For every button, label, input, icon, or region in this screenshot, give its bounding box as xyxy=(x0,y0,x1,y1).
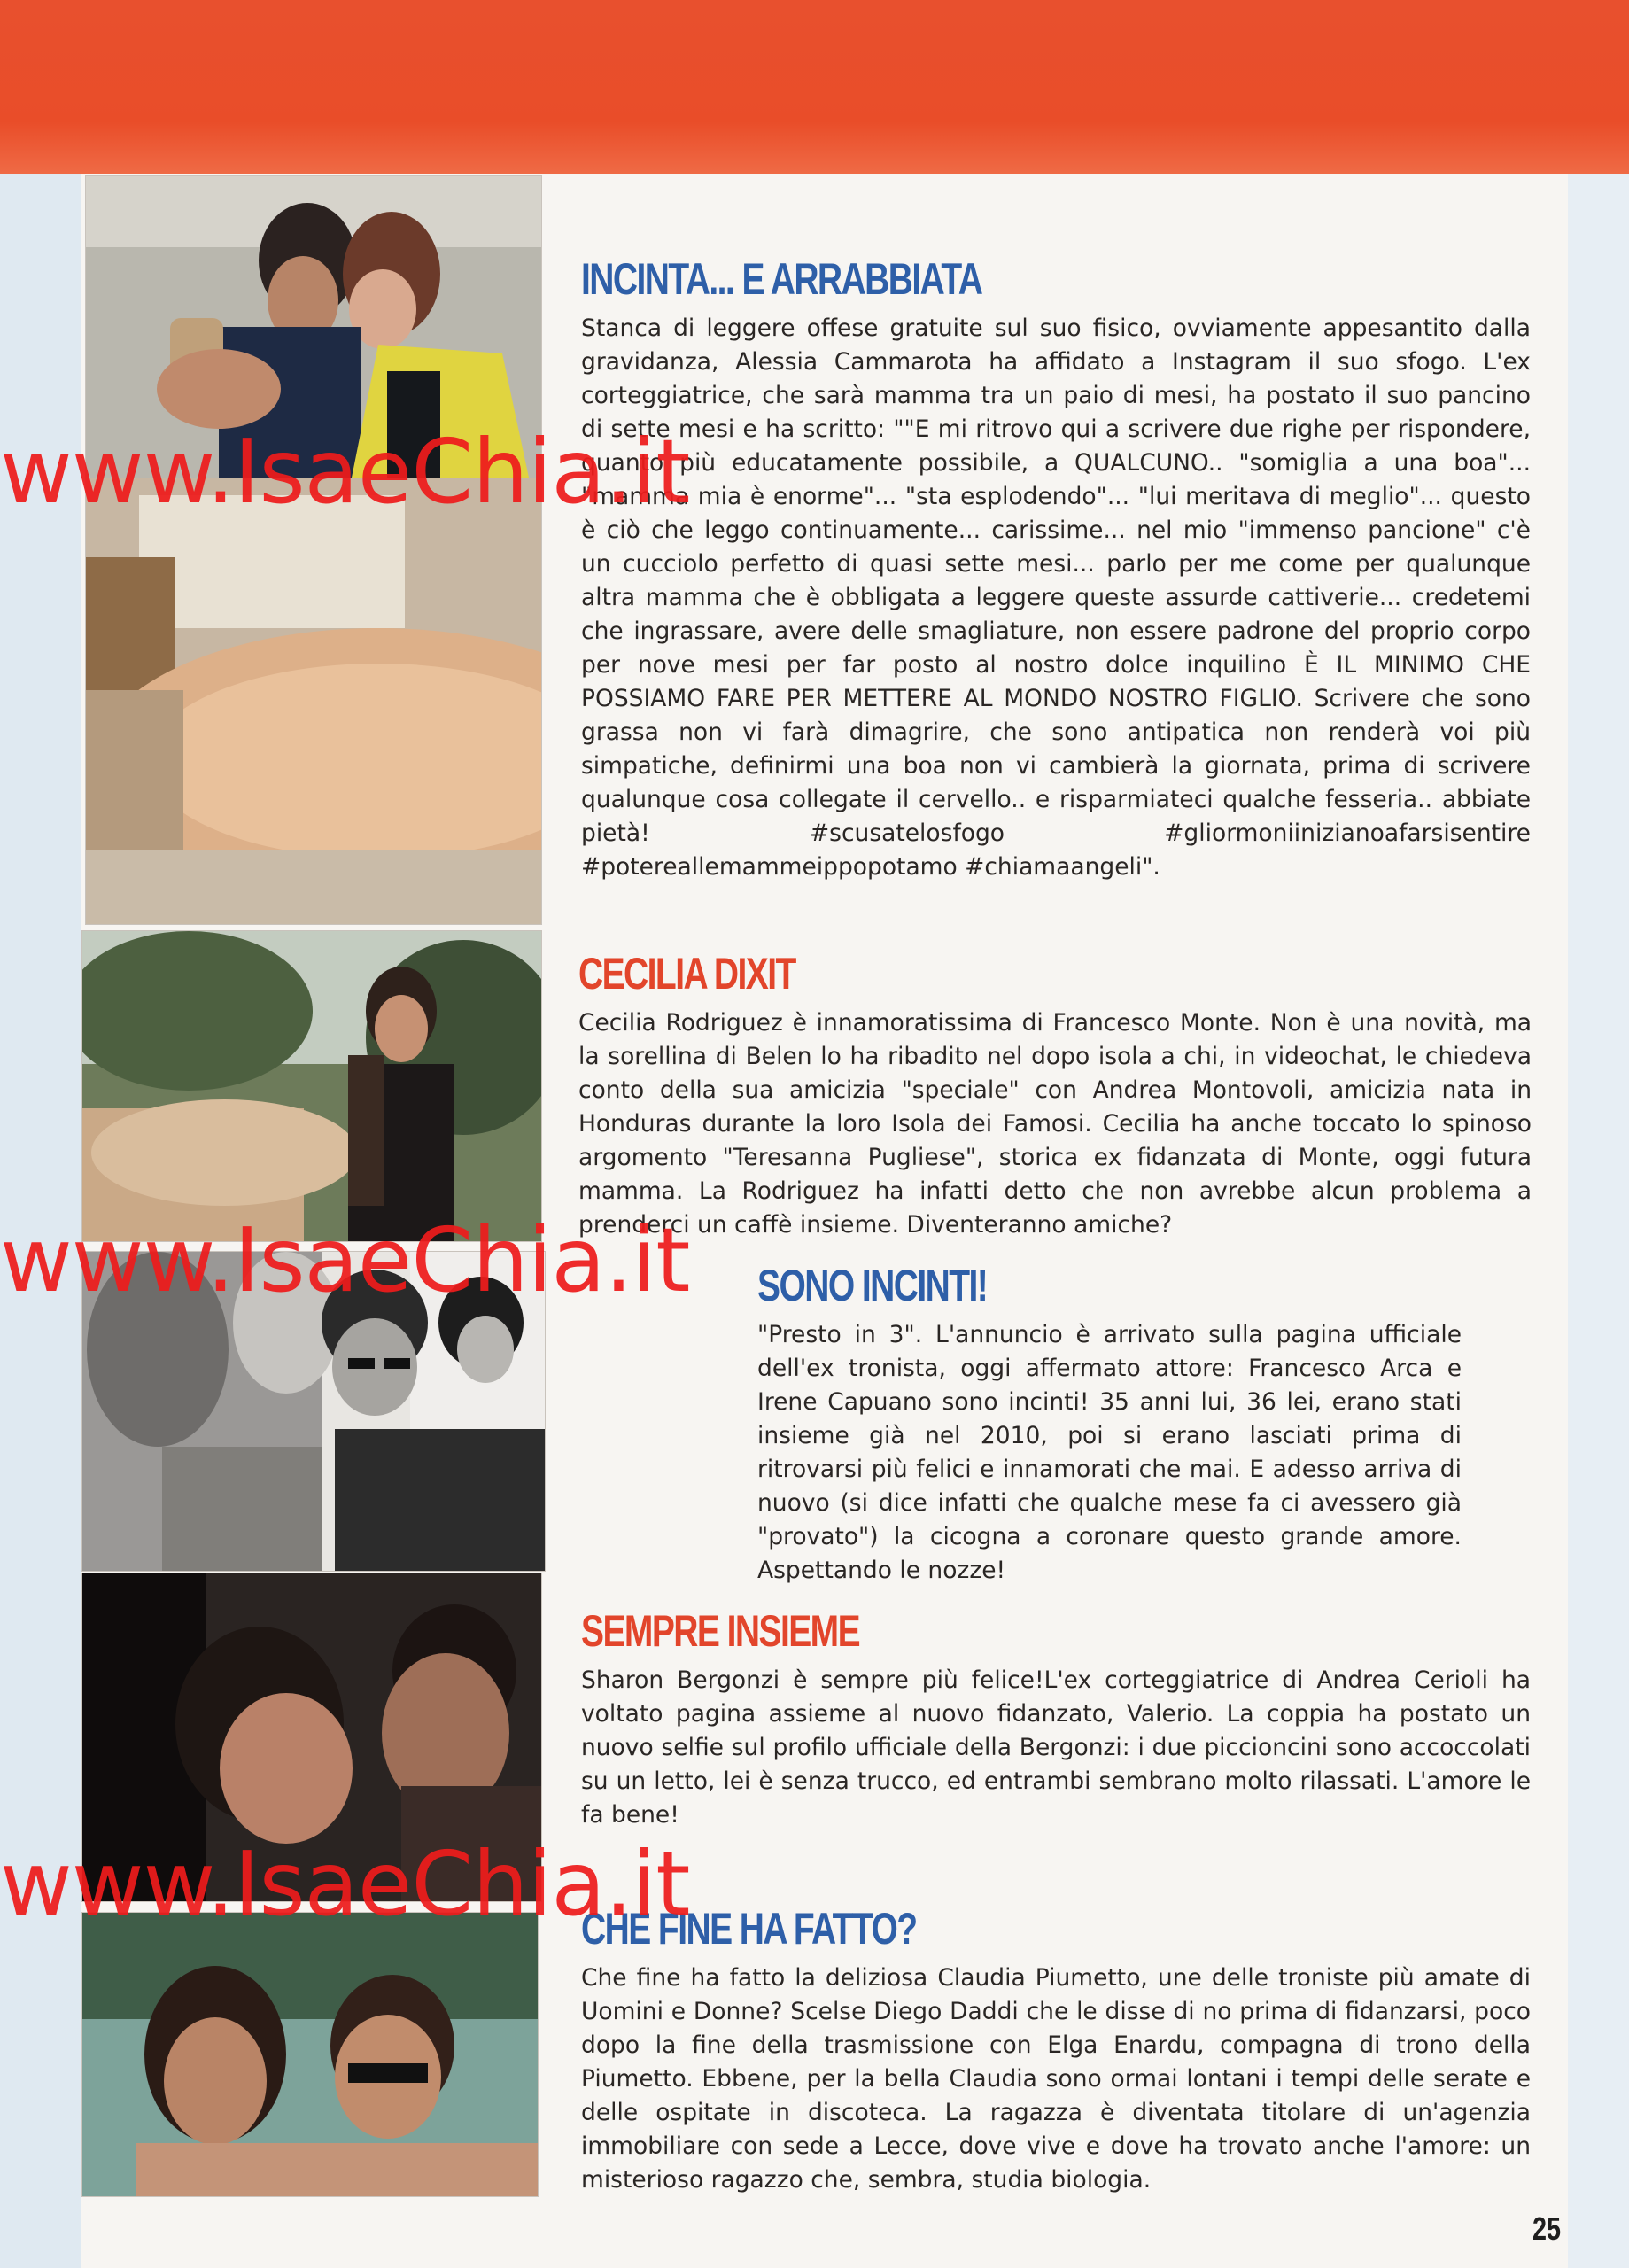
article-title: CHE FINE HA FATTO? xyxy=(581,1904,917,1953)
photo-cecilia xyxy=(81,930,542,1242)
photo-claudia-piumetto xyxy=(81,1912,539,2197)
article-title: INCINTA... E ARRABBIATA xyxy=(581,254,982,304)
article-title: SONO INCINTI! xyxy=(757,1261,988,1310)
right-margin-strip xyxy=(1568,174,1629,2268)
photo-alessia-couple-belly xyxy=(85,175,542,925)
article-body: Stanca di leggere offese gratuite sul suo fisico, ovviamente appesantito dalla gravidanza, Alessia Cammarota ha affidato a Instagram il suo sfogo. L'ex corteggiatrice, che sarà mamma tra un paio di mesi, ha postato il suo pancino di sette mesi e ha scritto: ""E mi ritrovo qui a scrivere due righe per rispondere, quanto più educatamente possibile, a QUALCUNO.. "somiglia a una boa"... "mamma mia è enorme"... "sta esplodendo"... "lui meritava di meglio"... questo è ciò che leggo continuamente... carissime... nel mio "immenso pancione" c'è un cucciolo perfetto di quasi sette mesi... parlo per me come per qualunque altra mamma che è obbligata a leggere queste assurde cattiverie... credetemi che ingrassare, avere delle smagliature, non essere padrone del proprio corpo per nove mesi per far posto al nostro dolce inquilino È IL MINIMO CHE POSSIAMO FARE PER METTERE AL MONDO NOSTRO FIGLIO. Scrivere che sono grassa non vi farà dimagrire, che sono antipatica non renderà voi più simpatiche, definirmi una boa non vi cambierà la giornata, prima di scrivere qualunque cosa collegate il cervello.. e risparmiateci qualche fesseria.. abbiate pietà! #scusatelosfogo #gliormoniinizianoafarsisentire #potereallemammeippopotamo #chiamaangeli". xyxy=(581,315,1531,881)
article-che-fine-ha-fatto xyxy=(581,1903,1531,2197)
article-title: CECILIA DIXIT xyxy=(578,949,795,998)
article-body: Sharon Bergonzi è sempre più felice!L'ex corteggiatrice di Andrea Cerioli ha voltato pagina assieme al nuovo fidanzato, Valerio. La coppia ha postato un nuovo selfie sul profilo ufficiale della Bergonzi: i due piccioncini sono accoccolati su un letto, lei è senza trucco, ed entrambi sembrano molto rilassati. L'amore le fa bene! xyxy=(581,1666,1531,1829)
page-number: 25 xyxy=(1532,2210,1562,2247)
watermark-text: www.IsaeChia.it xyxy=(0,1832,690,1936)
article-incinta-arrabbiata xyxy=(581,253,1531,884)
watermark-text: www.IsaeChia.it xyxy=(0,1208,690,1312)
article-title: SEMPRE INSIEME xyxy=(581,1606,860,1656)
article-body: Che fine ha fatto la deliziosa Claudia Piumetto, une delle troniste più amate di Uomini e Donne? Scelse Diego Daddi che le disse di no prima di fidanzarsi, poco dopo la fine della trasmissione con Elga Enardu, compagna di trono della Piumetto. Ebbene, per la bella Claudia sono ormai lontani i tempi delle serate e delle ospitate in discoteca. La ragazza è diventata titolare di un'agenzia immobiliare con sede a Lecce, dove vive e dove ha trovato anche l'amore: un misterioso ragazzo che, sembra, studia biologia. xyxy=(581,1964,1531,2194)
top-red-banner xyxy=(0,0,1629,174)
article-body: "Presto in 3". L'annuncio è arrivato sulla pagina ufficiale dell'ex tronista, oggi affermato attore: Francesco Arca e Irene Capuano sono incinti! 35 anni lui, 36 lei, erano stati insieme già nel 2010, poi si erano lasciati prima di ritrovarsi più felici e innamorati che mai. E adesso arriva di nuovo (si dice infatti che qualche mese fa ci avessero già "provato") la cicogna a coronare questo grande amore. Aspettando le nozze! xyxy=(757,1321,1462,1584)
watermark-text: www.IsaeChia.it xyxy=(0,420,690,524)
article-sono-incinti xyxy=(757,1260,1462,1588)
article-sempre-insieme xyxy=(581,1605,1531,1832)
article-cecilia-dixit xyxy=(578,948,1532,1242)
article-body: Cecilia Rodriguez è innamoratissima di Francesco Monte. Non è una novità, ma la sorellina di Belen lo ha ribadito nel dopo isola a chi, in videochat, le chiedeva conto della sua amicizia "speciale" con Andrea Montovoli, amicizia nata in Honduras durante la loro Isola dei Famosi. Cecilia ha anche toccato lo spinoso argomento "Teresanna Pugliese", storica ex fidanzata di Monte, oggi futura mamma. La Rodriguez ha infatti detto che non avrebbe alcun problema a prenderci un caffè insieme. Diventeranno amiche? xyxy=(578,1009,1532,1239)
